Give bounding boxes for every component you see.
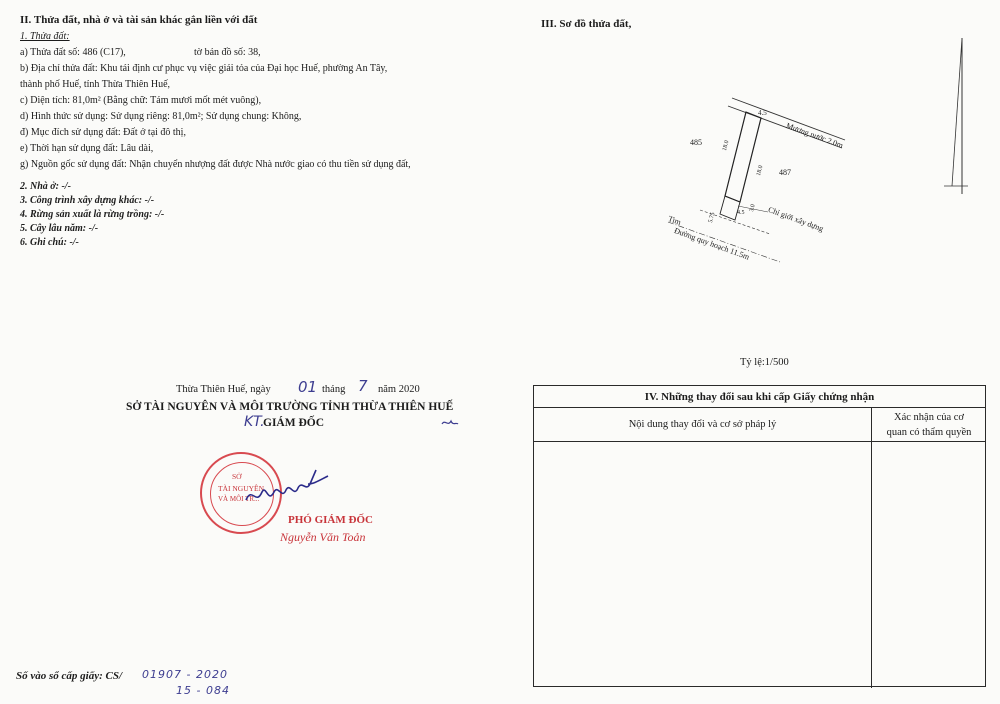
- issue-date-prefix: Thừa Thiên Huế, ngày: [176, 384, 271, 395]
- signer-name: Nguyễn Văn Toản: [280, 530, 366, 544]
- right-side-length: 18.0: [756, 164, 765, 177]
- setback-right-length: 3.0: [749, 203, 757, 213]
- issue-year: năm 2020: [378, 384, 420, 395]
- land-use-purpose: đ) Mục đích sử dụng đất: Đất ở tại đô thị,: [20, 127, 186, 138]
- seal-text-middle: TÀI NGUYÊN: [218, 484, 265, 493]
- parcel-diagram: [660, 90, 860, 270]
- setback-label: Chỉ giới xây dựng: [766, 205, 825, 234]
- notes-item: 6. Ghi chú: -/-: [20, 237, 79, 248]
- registry-label: Số vào sổ cấp giấy: CS/: [16, 670, 123, 682]
- parcel-address-line-1: b) Địa chỉ thửa đất: Khu tái định cư phục vụ việc giải tỏa của Đại học Huế, phường An Tây,: [20, 63, 388, 74]
- land-heading: 1. Thửa đất:: [20, 31, 70, 42]
- issuing-agency: SỞ TÀI NGUYÊN VÀ MÔI TRƯỜNG TỈNH THỪA THIÊN HUẾ: [126, 401, 454, 413]
- seal-text-top: SỞ: [232, 472, 242, 481]
- centerline-label: Tim: [666, 214, 683, 227]
- signature-scribble-icon: [238, 462, 338, 512]
- director-title: GIÁM ĐỐC: [263, 417, 325, 429]
- authority-header-line-2: quan có thẩm quyền: [886, 427, 972, 438]
- authority-header-line-1: Xác nhận của cơ: [894, 412, 964, 423]
- setback-left-length: 5.75: [708, 211, 717, 224]
- top-edge-length: 4.5: [758, 109, 767, 117]
- parcel-address-line-2: thành phố Huế, tỉnh Thừa Thiên Huế,: [20, 79, 171, 90]
- land-use-term: e) Thời hạn sử dụng đất: Lâu dài,: [20, 143, 154, 154]
- construction-item: 3. Công trình xây dựng khác: -/-: [20, 195, 155, 206]
- setback-strip: [720, 196, 740, 220]
- neighbor-parcel-485: 485: [690, 138, 702, 147]
- land-origin: g) Nguồn gốc sử dụng đất: Nhận chuyển nhượng đất được Nhà nước giao có thu tiền sử dụng đất,: [20, 159, 411, 170]
- changes-table-header: [534, 408, 985, 442]
- left-side-length: 18.0: [722, 139, 731, 152]
- section-3-title: III. Sơ đồ thửa đất,: [541, 18, 632, 30]
- issue-day: 01: [298, 378, 318, 396]
- column-divider: [871, 408, 872, 688]
- changes-table: [533, 385, 986, 687]
- seal-text-low: VÀ MÔI TR...: [218, 495, 260, 503]
- perennial-item: 5. Cây lâu năm: -/-: [20, 223, 99, 234]
- month-label: tháng: [322, 384, 346, 395]
- parcel-area: c) Diện tích: 81,0m² (Bằng chữ: Tám mươi mốt mét vuông),: [20, 95, 262, 106]
- road-label: Đường quy hoạch 11.5m: [672, 226, 751, 262]
- use-form: d) Hình thức sử dụng: Sử dụng riêng: 81,0m²; Sử dụng chung: Không,: [20, 111, 302, 122]
- initials-mark-icon: [440, 418, 460, 428]
- forest-item: 4. Rừng sản xuất là rừng trồng: -/-: [20, 209, 165, 220]
- map-scale: Tỷ lệ:1/500: [740, 357, 789, 368]
- section-2-title: II. Thửa đất, nhà ở và tài sản khác gắn liền với đất: [20, 14, 258, 26]
- canal-label: Mương nước 2.0m: [784, 121, 845, 150]
- deputy-director-title: PHÓ GIÁM ĐỐC: [288, 514, 373, 526]
- bottom-edge-length: 4.5: [737, 210, 745, 216]
- kt-handwritten: KT.: [244, 414, 265, 430]
- registry-subnumber-handwritten: 15 - 084: [176, 684, 230, 697]
- column-change-content: Nội dung thay đổi và cơ sở pháp lý: [628, 419, 777, 430]
- section-4-title: IV. Những thay đổi sau khi cấp Giấy chứng nhận: [534, 386, 985, 408]
- neighbor-parcel-487: 487: [779, 168, 791, 177]
- registry-number-handwritten: 01907 - 2020: [142, 668, 228, 681]
- canal-line-top: [732, 98, 845, 140]
- road-centerline: [668, 222, 780, 262]
- north-arrow-icon: [940, 36, 970, 206]
- column-authority-confirmation: [871, 408, 987, 441]
- house-item: 2. Nhà ở: -/-: [20, 181, 71, 192]
- parcel-outline: [725, 112, 761, 202]
- parcel-number: a) Thửa đất số: 486 (C17),: [20, 47, 126, 58]
- map-sheet-number: tờ bản đồ số: 38,: [194, 47, 261, 58]
- issue-month: 7: [358, 377, 368, 395]
